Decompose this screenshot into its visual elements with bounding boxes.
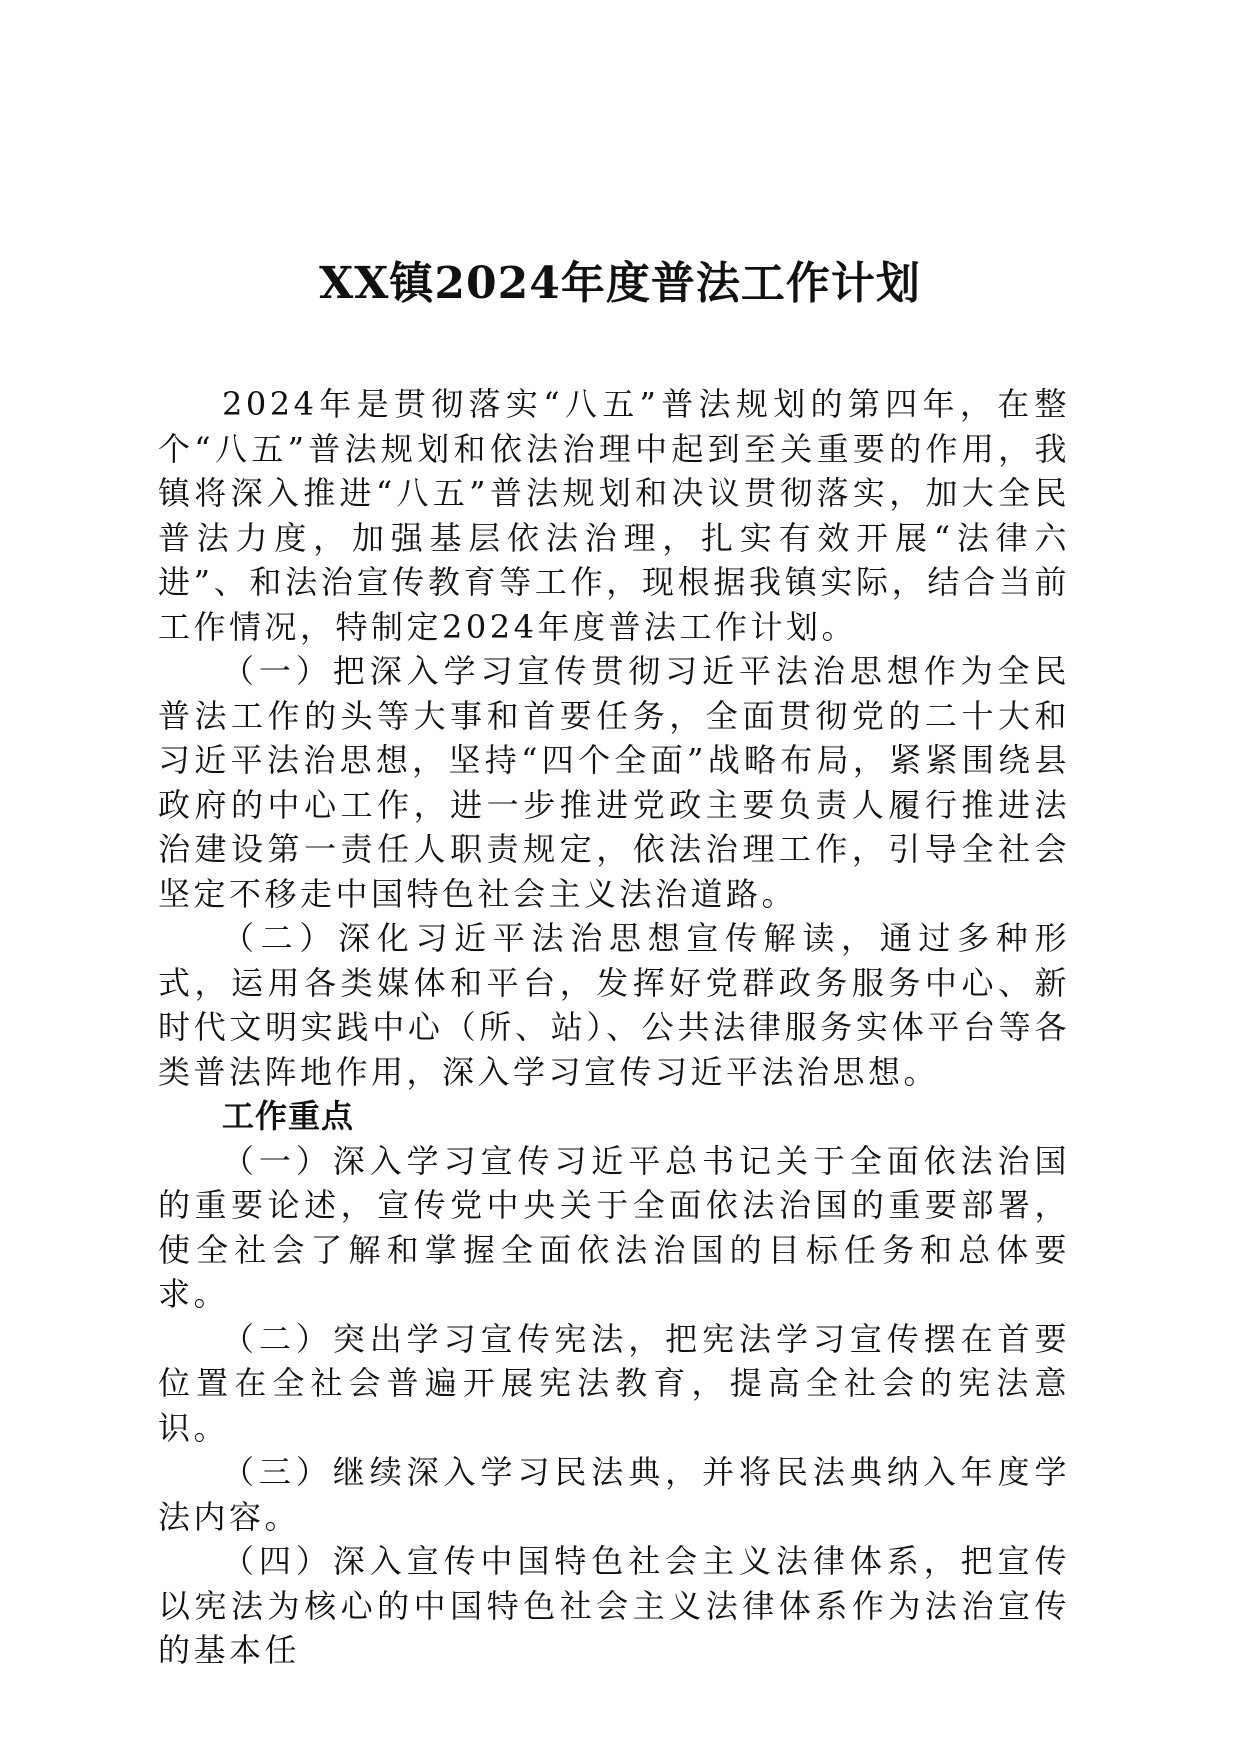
section-heading: 工作重点: [222, 1097, 355, 1135]
section-paragraph-1: （一）深入学习宣传习近平总书记关于全面依法治国的重要论述，宣传党中央关于全面依法治国的重要部署，使全社会了解和掌握全面依法治国的目标任务和总体要求。: [158, 1141, 1070, 1313]
document-title: XX镇2024年度普法工作计划: [319, 258, 921, 309]
section-paragraph-4: （四）深入宣传中国特色社会主义法律体系，把宣传以宪法为核心的中国特色社会主义法律体系作为法治宣传的基本任: [158, 1542, 1070, 1669]
intro-paragraph: 2024年是贯彻落实“八五”普法规划的第四年，在整个“八五”普法规划和依法治理中起到至关重要的作用，我镇将深入推进“八五”普法规划和决议贯彻落实，加大全民普法力度，加强基层依法治理，扎实有效开展“法律六进”、和法治宣传教育等工作，现根据我镇实际，结合当前工作情况，特制定2024年度普法工作计划。: [158, 385, 1070, 646]
section-paragraph-2: （二）突出学习宣传宪法，把宪法学习宣传摆在首要位置在全社会普遍开展宪法教育，提高全社会的宪法意识。: [158, 1319, 1070, 1447]
paragraph-item-2: （二）深化习近平法治思想宣传解读，通过多种形式，运用各类媒体和平台，发挥好党群政务服务中心、新时代文明实践中心（所、站）、公共法律服务实体平台等各类普法阵地作用，深入学习宣传习近平法治思想。: [158, 919, 1070, 1091]
paragraph-item-1: （一）把深入学习宣传贯彻习近平法治思想作为全民普法工作的头等大事和首要任务，全面贯彻党的二十大和习近平法治思想，坚持“四个全面”战略布局，紧紧围绕县政府的中心工作，进一步推进党政主要负责人履行推进法治建设第一责任人职责规定，依法治理工作，引导全社会坚定不移走中国特色社会主义法治道路。: [158, 652, 1070, 913]
section-paragraph-3: （三）继续深入学习民法典，并将民法典纳入年度学法内容。: [158, 1453, 1070, 1536]
document-body: [158, 382, 1070, 1673]
